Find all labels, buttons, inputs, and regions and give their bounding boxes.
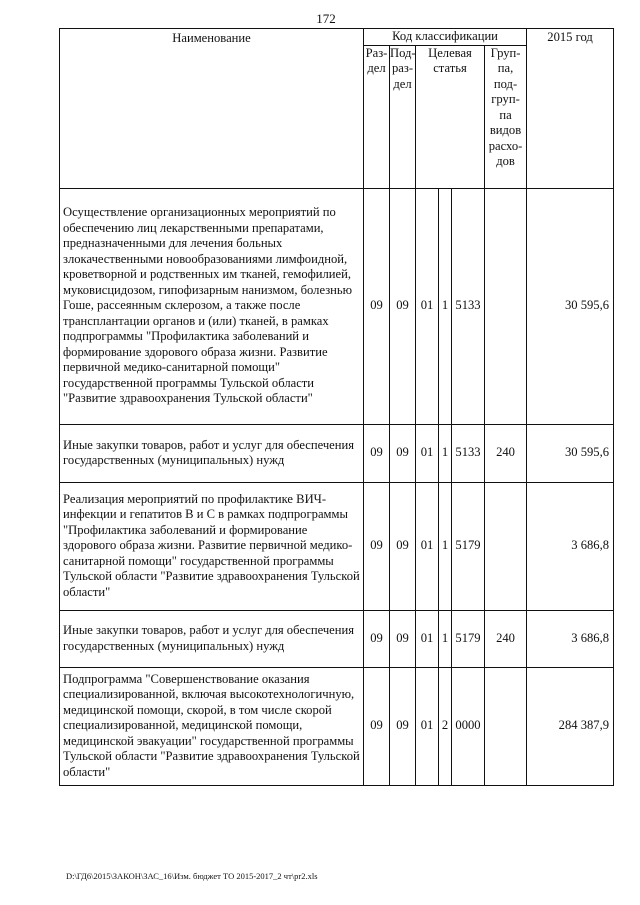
header-podrazdel: Под- раз- дел (390, 45, 416, 188)
header-year: 2015 год (527, 29, 614, 189)
row-target-2: 1 (439, 188, 452, 424)
row-target-3: 0000 (452, 667, 485, 785)
row-name: Иные закупки товаров, работ и услуг для обеспечения государственных (муниципальных) нужд (60, 424, 364, 482)
header-code-group: Код классификации (364, 29, 527, 46)
row-razdel: 09 (364, 424, 390, 482)
row-razdel: 09 (364, 667, 390, 785)
row-razdel: 09 (364, 482, 390, 610)
row-sum: 30 595,6 (527, 188, 614, 424)
budget-table (59, 28, 614, 786)
row-sum: 3 686,8 (527, 610, 614, 667)
table-row (60, 482, 614, 610)
table-row (60, 188, 614, 424)
row-target-1: 01 (416, 482, 439, 610)
table-row (60, 667, 614, 785)
row-sum: 30 595,6 (527, 424, 614, 482)
row-podrazdel: 09 (390, 667, 416, 785)
row-vid: 240 (485, 424, 527, 482)
row-razdel: 09 (364, 188, 390, 424)
row-target-1: 01 (416, 667, 439, 785)
row-target-1: 01 (416, 424, 439, 482)
row-podrazdel: 09 (390, 610, 416, 667)
row-target-3: 5179 (452, 482, 485, 610)
row-name: Иные закупки товаров, работ и услуг для обеспечения государственных (муниципальных) нужд (60, 610, 364, 667)
footer-file-path: D:\ГД6\2015\ЗАКОН\ЗАС_16\Изм. бюджет ТО 2015-2017_2 чт\pr2.xls (66, 871, 318, 881)
row-podrazdel: 09 (390, 482, 416, 610)
header-group: Груп- па, под- груп- па видов расхо- дов (485, 45, 527, 188)
table-row (60, 424, 614, 482)
row-sum: 284 387,9 (527, 667, 614, 785)
row-target-2: 1 (439, 424, 452, 482)
row-vid (485, 188, 527, 424)
row-name: Реализация мероприятий по профилактике ВИЧ-инфекции и гепатитов B и C в рамках подпрограммы "Профилактика заболеваний и формирование здорового образа жизни. Развитие первичной медико-санитарной помощи" государственной программы Тульской области "Развитие здравоохранения Тульской области" (60, 482, 364, 610)
row-vid (485, 482, 527, 610)
header-name: Наименование (60, 29, 364, 189)
row-target-3: 5133 (452, 188, 485, 424)
row-target-2: 1 (439, 482, 452, 610)
row-target-2: 2 (439, 667, 452, 785)
row-target-3: 5179 (452, 610, 485, 667)
row-razdel: 09 (364, 610, 390, 667)
row-name: Подпрограмма "Совершенствование оказания специализированной, включая высокотехнологичную, медицинской помощи, скорой, в том числе скорой специализированной, медицинской помощи, медицинской эвакуации" государственной программы Тульской области "Развитие здравоохранения Тульской области" (60, 667, 364, 785)
header-row-top (60, 29, 614, 46)
row-target-1: 01 (416, 610, 439, 667)
page-number: 172 (316, 11, 336, 26)
row-podrazdel: 09 (390, 424, 416, 482)
row-target-1: 01 (416, 188, 439, 424)
row-target-3: 5133 (452, 424, 485, 482)
table-row (60, 610, 614, 667)
header-razdel: Раз- дел (364, 45, 390, 188)
row-vid: 240 (485, 610, 527, 667)
row-target-2: 1 (439, 610, 452, 667)
row-vid (485, 667, 527, 785)
row-name: Осуществление организационных мероприятий по обеспечению лиц лекарственными препаратами, предназначенными для лечения больных злокачественными новообразованиями лимфоидной, кроветворной и родственных им тканей, гемофилией, муковисцидозом, гипофизарным нанизмом, болезнью Гоше, рассеянным склерозом, а также после трансплантации органов и (или) тканей, в рамках подпрограммы "Профилактика заболеваний и формирование здорового образа жизни. Развитие первичной медико-санитарной помощи" государственной программы Тульской области "Развитие здравоохранения Тульской области" (60, 188, 364, 424)
row-sum: 3 686,8 (527, 482, 614, 610)
row-podrazdel: 09 (390, 188, 416, 424)
header-target: Целевая статья (416, 45, 485, 188)
